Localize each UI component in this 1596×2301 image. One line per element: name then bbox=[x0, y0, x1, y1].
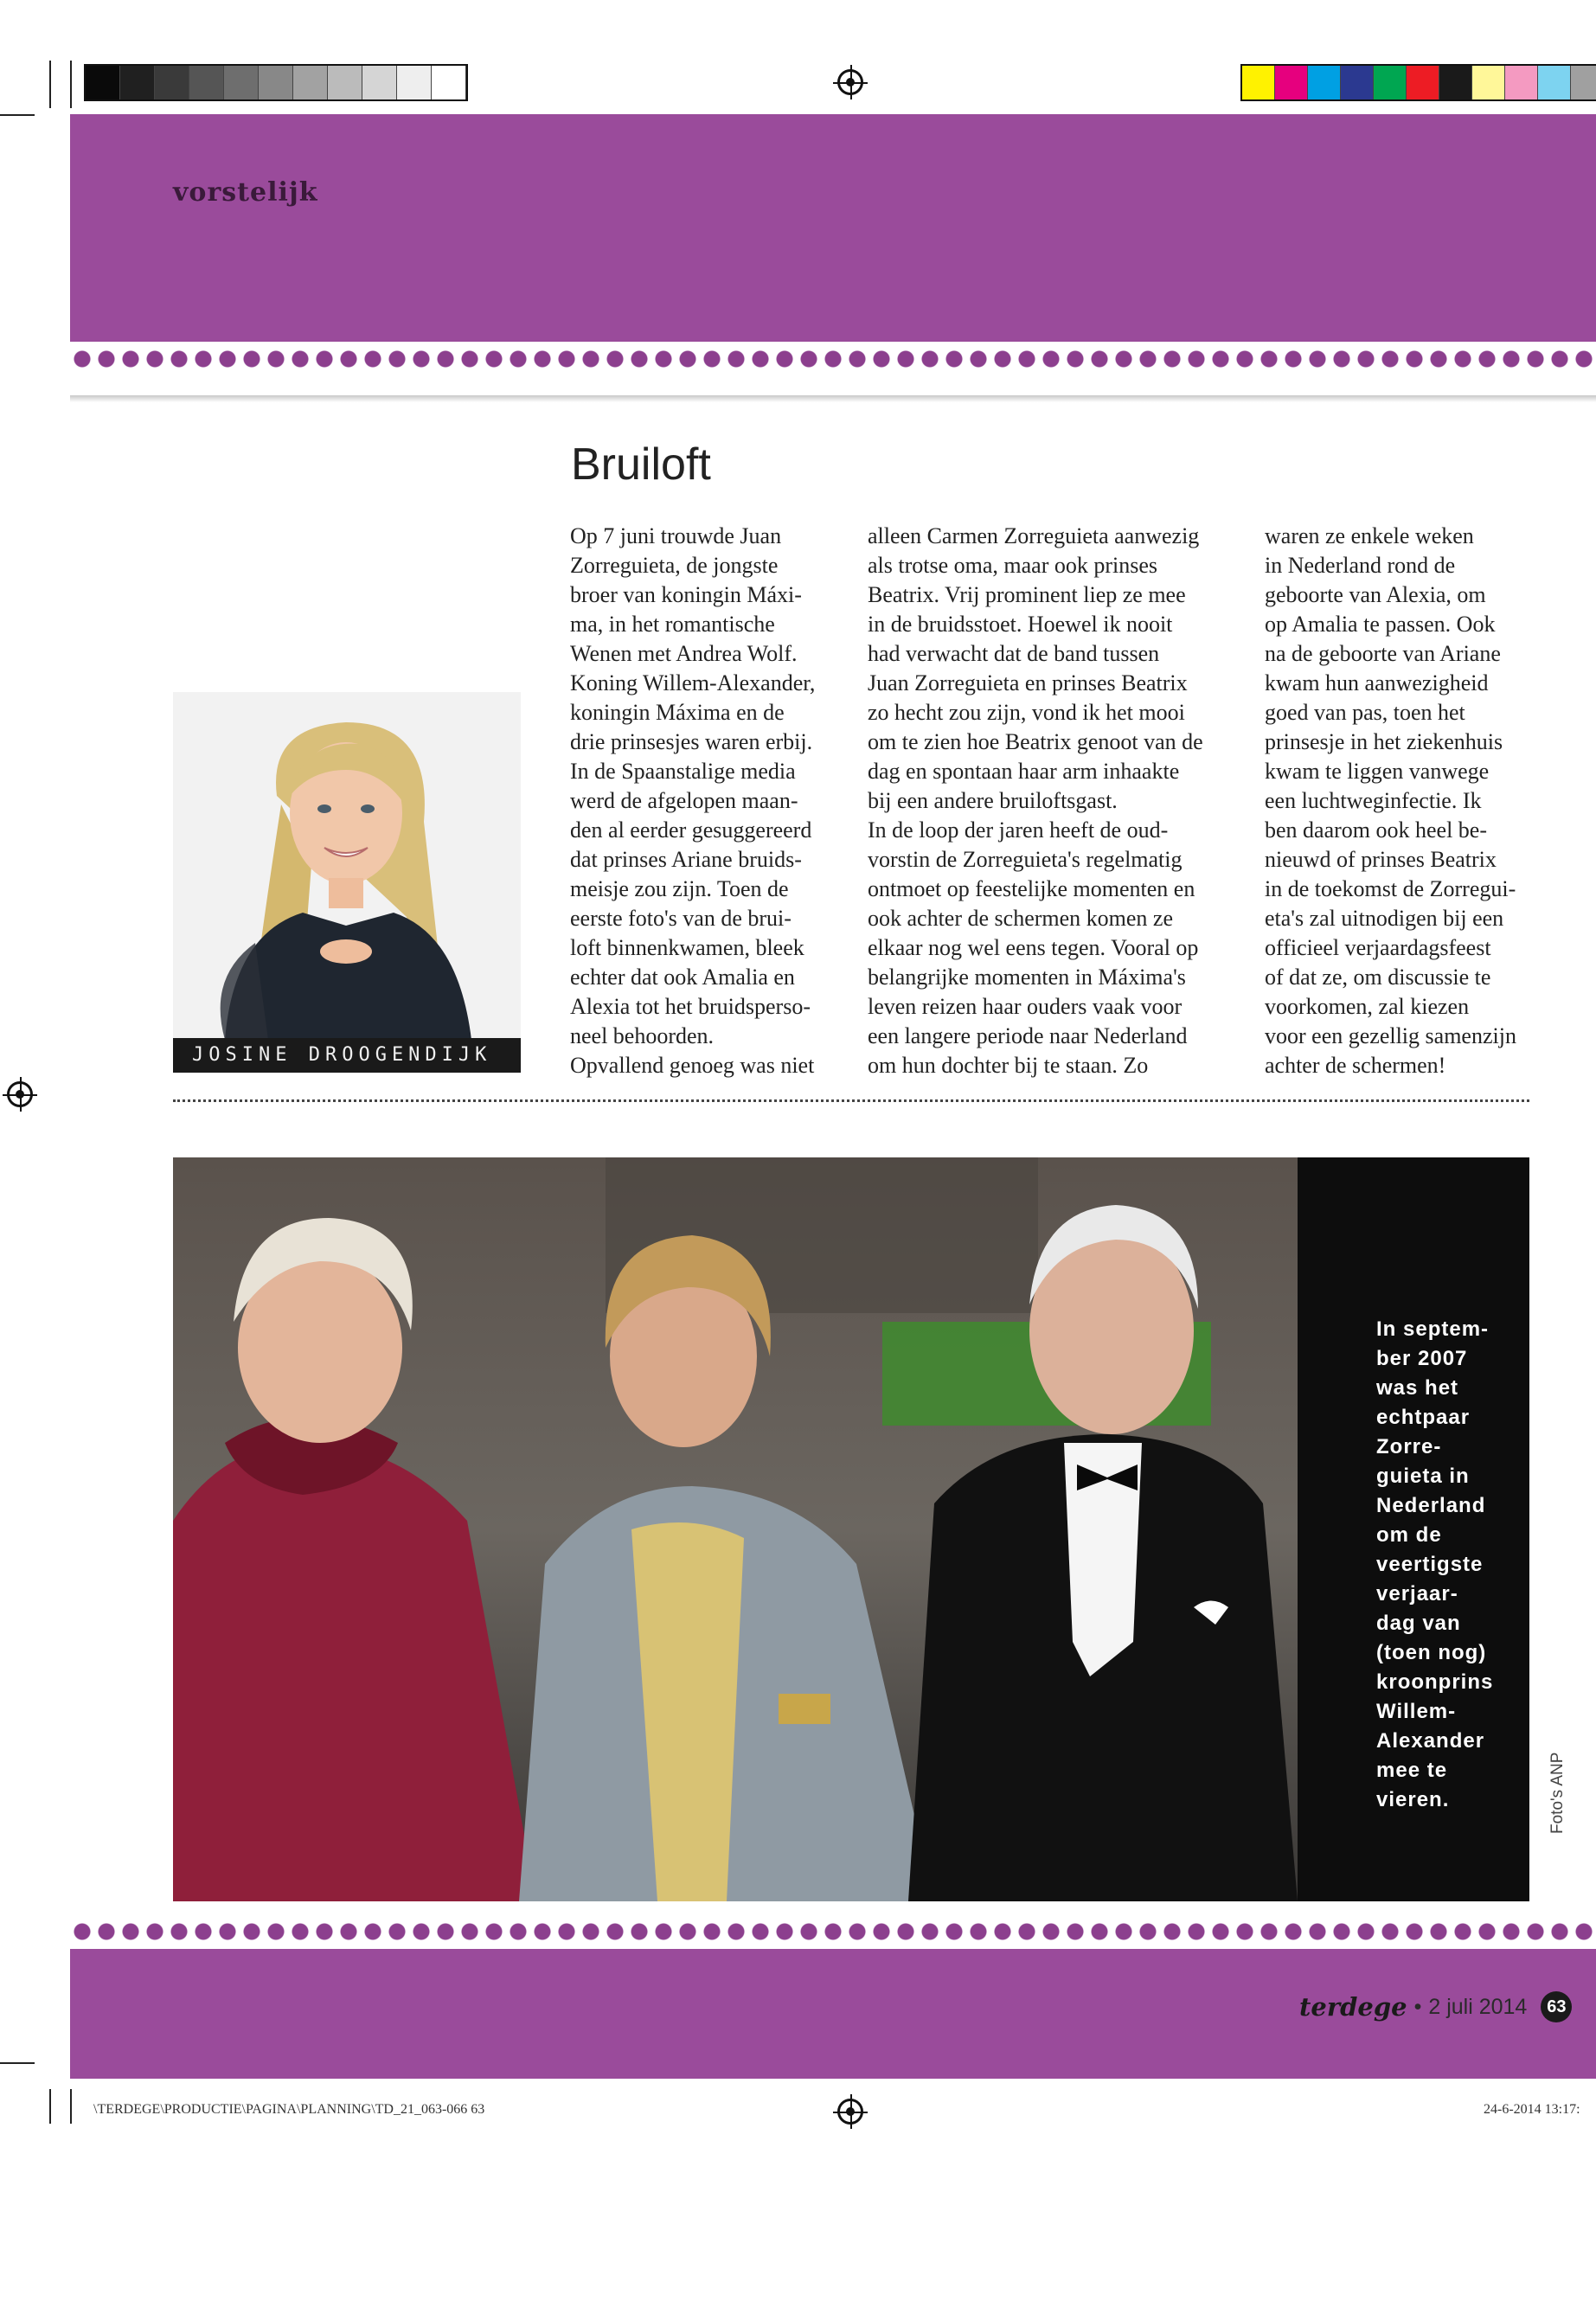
caption-line: guieta in bbox=[1376, 1465, 1470, 1488]
article-line: ontmoet op feestelijke momenten en bbox=[868, 876, 1195, 901]
article-line: eta's zal uitnodigen bij een bbox=[1265, 906, 1504, 931]
article-line: echter dat ook Amalia en bbox=[570, 965, 795, 990]
article-line: meisje zou zijn. Toen de bbox=[570, 876, 789, 901]
folio bbox=[1299, 1990, 1572, 2024]
article-line: neel behoorden. bbox=[570, 1023, 715, 1048]
caption-line: Zorre- bbox=[1376, 1435, 1442, 1458]
article-line: ben daarom ook heel be- bbox=[1265, 817, 1488, 843]
article-line: Koning Willem-Alexander, bbox=[570, 670, 816, 695]
article-column-1 bbox=[570, 522, 856, 1080]
scalloped-border-top bbox=[70, 342, 1596, 376]
article-line: op Amalia te passen. Ook bbox=[1265, 612, 1496, 637]
section-label: vorstelijk bbox=[173, 177, 318, 208]
page-number: 63 bbox=[1541, 1991, 1572, 2022]
article-line: Opvallend genoeg was niet bbox=[570, 1053, 815, 1078]
article-line: officieel verjaardagsfeest bbox=[1265, 935, 1491, 960]
article-line: Juan Zorreguieta en prinses Beatrix bbox=[868, 670, 1188, 695]
article-line: leven reizen haar ouders vaak voor bbox=[868, 994, 1183, 1019]
caption-line: was het bbox=[1376, 1376, 1459, 1400]
article-line: belangrijke momenten in Máxima's bbox=[868, 965, 1186, 990]
article-line: broer van koningin Máxi- bbox=[570, 582, 802, 607]
caption-line: ber 2007 bbox=[1376, 1347, 1468, 1370]
caption-line: vieren. bbox=[1376, 1788, 1450, 1811]
article-line: prinsesje in het ziekenhuis bbox=[1265, 729, 1503, 754]
article-line: den al eerder gesuggereerd bbox=[570, 817, 812, 843]
author-photo bbox=[173, 692, 521, 1040]
feature-photo bbox=[173, 1157, 1529, 1901]
article-line: koningin Máxima en de bbox=[570, 700, 785, 725]
article-line: Zorreguieta, de jongste bbox=[570, 553, 779, 578]
article-line: alleen Carmen Zorreguieta aanwezig bbox=[868, 523, 1200, 548]
grayscale-calibration-bar bbox=[84, 64, 468, 101]
caption-line: verjaar- bbox=[1376, 1582, 1458, 1606]
photo-image bbox=[173, 1157, 1529, 1901]
crop-mark bbox=[0, 114, 35, 116]
article-line: een luchtweginfectie. Ik bbox=[1265, 788, 1482, 813]
article-line: om hun dochter bij te staan. Zo bbox=[868, 1053, 1149, 1078]
magazine-brand: terdege bbox=[1299, 1992, 1407, 2022]
article-line: kwam hun aanwezigheid bbox=[1265, 670, 1489, 695]
article-line: achter de schermen! bbox=[1265, 1053, 1446, 1078]
caption-line: dag van bbox=[1376, 1612, 1461, 1635]
caption-line: echtpaar bbox=[1376, 1406, 1471, 1429]
article-line: nieuwd of prinses Beatrix bbox=[1265, 847, 1497, 872]
article-line: na de geboorte van Ariane bbox=[1265, 641, 1501, 666]
article-headline: Bruiloft bbox=[571, 439, 711, 490]
crop-mark bbox=[49, 2089, 51, 2124]
article-line: drie prinsesjes waren erbij. bbox=[570, 729, 813, 754]
article-line: als trotse oma, maar ook prinses bbox=[868, 553, 1158, 578]
article-line: Wenen met Andrea Wolf. bbox=[570, 641, 798, 666]
article-line: of dat ze, om discussie te bbox=[1265, 965, 1491, 990]
caption-line: Willem- bbox=[1376, 1700, 1457, 1723]
issue-date: 2 juli 2014 bbox=[1428, 1994, 1528, 2019]
caption-line: (toen nog) bbox=[1376, 1641, 1487, 1664]
article-line: goed van pas, toen het bbox=[1265, 700, 1465, 725]
article-line: werd de afgelopen maan- bbox=[570, 788, 798, 813]
color-calibration-bar bbox=[1240, 64, 1596, 101]
caption-line: Nederland bbox=[1376, 1494, 1486, 1517]
header-band bbox=[70, 114, 1596, 354]
article-line: geboorte van Alexia, om bbox=[1265, 582, 1486, 607]
article-line: dag en spontaan haar arm inhaakte bbox=[868, 759, 1180, 784]
article-line: zo hecht zou zijn, vond ik het mooi bbox=[868, 700, 1185, 725]
article-line: loft binnenkwamen, bleek bbox=[570, 935, 804, 960]
article-line: kwam te liggen vanwege bbox=[1265, 759, 1490, 784]
crop-mark bbox=[0, 2062, 35, 2064]
registration-mark-icon bbox=[837, 2099, 863, 2125]
scalloped-border-bottom bbox=[70, 1914, 1596, 1949]
article-line: voor een gezellig samenzijn bbox=[1265, 1023, 1516, 1048]
article-line: had verwacht dat de band tussen bbox=[868, 641, 1160, 666]
article-line: voorkomen, zal kiezen bbox=[1265, 994, 1470, 1019]
dotted-divider bbox=[173, 1099, 1529, 1102]
crop-mark bbox=[70, 2089, 72, 2124]
folio-separator: • bbox=[1413, 1994, 1422, 2019]
article-line: ook achter de schermen komen ze bbox=[868, 906, 1174, 931]
article-line: In de Spaanstalige media bbox=[570, 759, 796, 784]
article-line: in de bruidsstoet. Hoewel ik nooit bbox=[868, 612, 1173, 637]
author-name: JOSINE DROOGENDIJK bbox=[173, 1038, 521, 1073]
article-line: bij een andere bruiloftsgast. bbox=[868, 788, 1118, 813]
photo-credit: Foto's ANP bbox=[1548, 1752, 1567, 1834]
article-line: Beatrix. Vrij prominent liep ze mee bbox=[868, 582, 1186, 607]
article-line: in Nederland rond de bbox=[1265, 553, 1456, 578]
author-portrait bbox=[173, 692, 521, 1040]
print-slug-timestamp: 24-6-2014 13:17: bbox=[1484, 2102, 1580, 2117]
caption-line: Alexander bbox=[1376, 1729, 1485, 1753]
article-line: Alexia tot het bruidsperso- bbox=[570, 994, 811, 1019]
article-line: elkaar nog wel eens tegen. Vooral op bbox=[868, 935, 1199, 960]
article-line: eerste foto's van de brui- bbox=[570, 906, 792, 931]
crop-mark bbox=[70, 61, 72, 108]
photo-caption bbox=[1376, 1315, 1506, 1815]
article-line: een langere periode naar Nederland bbox=[868, 1023, 1188, 1048]
article-line: vorstin de Zorreguieta's regelmatig bbox=[868, 847, 1183, 872]
article-column-2 bbox=[868, 522, 1240, 1080]
registration-mark-icon bbox=[837, 69, 863, 95]
article-line: in de toekomst de Zorregui- bbox=[1265, 876, 1516, 901]
article-line: om te zien hoe Beatrix genoot van de bbox=[868, 729, 1203, 754]
caption-line: veertigste bbox=[1376, 1553, 1484, 1576]
caption-line: mee te bbox=[1376, 1759, 1448, 1782]
print-slug-path: \TERDEGE\PRODUCTIE\PAGINA\PLANNING\TD_21_063-066 63 bbox=[93, 2102, 485, 2117]
article-line: dat prinses Ariane bruids- bbox=[570, 847, 802, 872]
border-shadow bbox=[70, 395, 1596, 402]
article-line: ma, in het romantische bbox=[570, 612, 775, 637]
registration-mark-icon bbox=[7, 1081, 33, 1107]
caption-line: kroonprins bbox=[1376, 1670, 1494, 1694]
crop-mark bbox=[49, 61, 51, 108]
article-line: Op 7 juni trouwde Juan bbox=[570, 523, 782, 548]
article-column-3 bbox=[1265, 522, 1550, 1080]
article-line: waren ze enkele weken bbox=[1265, 523, 1474, 548]
caption-line: om de bbox=[1376, 1523, 1442, 1547]
article-line: In de loop der jaren heeft de oud- bbox=[868, 817, 1169, 843]
caption-line: In septem- bbox=[1376, 1317, 1490, 1341]
